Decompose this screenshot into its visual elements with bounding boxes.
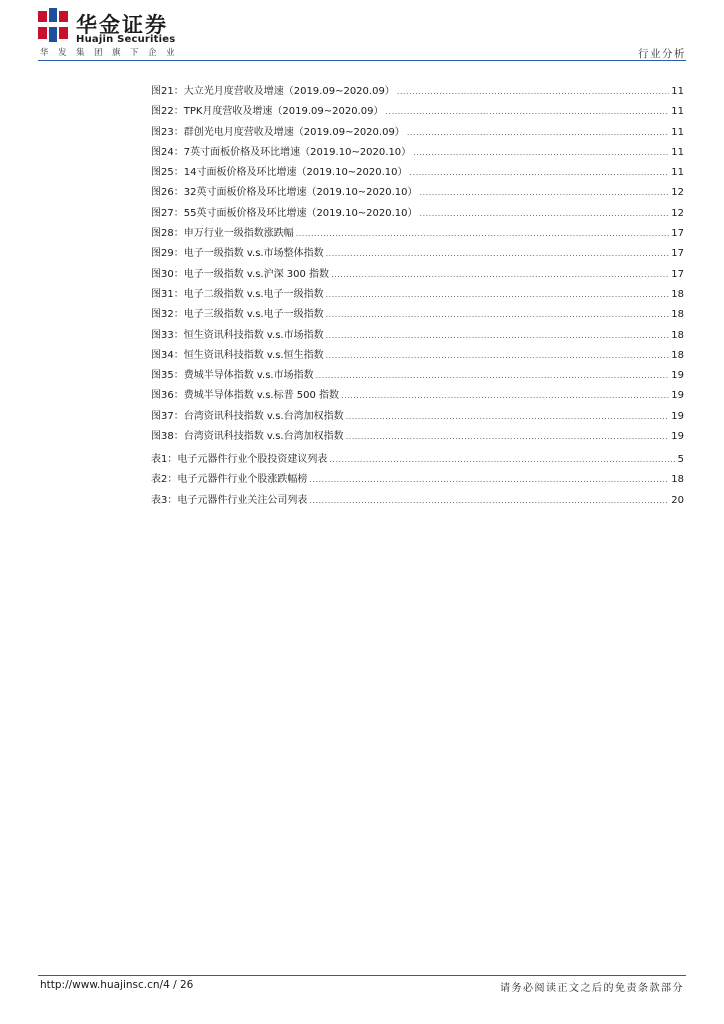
- dot-leader: [326, 351, 670, 360]
- toc-entry-label: 图23：群创光电月度营收及增速（2019.09~2020.09）: [151, 126, 405, 138]
- toc-entry-label: 图29：电子一级指数 v.s.市场整体指数: [151, 248, 324, 260]
- dot-leader: [326, 310, 670, 319]
- toc-page-number: 17: [671, 228, 684, 240]
- toc-page-number: 11: [671, 167, 684, 179]
- footer-divider: [38, 975, 686, 976]
- figure-toc-entry[interactable]: [151, 265, 684, 285]
- dot-leader: [413, 148, 669, 157]
- toc-entry-label: 图27：55英寸面板价格及环比增速（2019.10~2020.10）: [151, 207, 418, 219]
- figure-toc-entry[interactable]: [151, 285, 684, 305]
- dot-leader: [309, 475, 669, 484]
- table-toc-entry[interactable]: [151, 450, 684, 470]
- footer-disclaimer: 请务必阅读正文之后的免责条款部分: [500, 983, 684, 994]
- toc-entry-label: 图37：台湾资讯科技指数 v.s.台湾加权指数: [151, 410, 344, 422]
- footer-url-page[interactable]: http://www.huajinsc.cn/4 / 26: [40, 979, 194, 991]
- figure-toc-entry[interactable]: [151, 407, 684, 427]
- toc-entry-label: 图21：大立光月度营收及增速（2019.09~2020.09）: [151, 86, 395, 97]
- dot-leader: [331, 270, 669, 279]
- figure-toc-entry[interactable]: [151, 326, 684, 346]
- toc-page-number: 17: [671, 248, 684, 260]
- toc-entry-label: 图28：申万行业一级指数涨跌幅: [151, 228, 294, 240]
- dot-leader: [296, 229, 670, 238]
- dot-leader: [420, 188, 670, 197]
- figure-toc-entry[interactable]: [151, 366, 684, 386]
- page-header: [38, 8, 686, 60]
- figures-toc: [151, 82, 684, 447]
- toc-page-number: 11: [671, 146, 684, 158]
- toc-page-number: 19: [671, 370, 684, 382]
- toc-page-number: 12: [671, 207, 684, 219]
- toc-entry-label: 图38：台湾资讯科技指数 v.s.台湾加权指数: [151, 431, 344, 443]
- toc-entry-label: 表2：电子元器件行业个股涨跌幅榜: [151, 474, 308, 486]
- company-slogan: 华发集团旗下企业: [40, 48, 185, 58]
- figure-toc-entry[interactable]: [151, 163, 684, 183]
- toc-entry-label: 图32：电子三级指数 v.s.电子一级指数: [151, 309, 324, 321]
- tables-toc: [151, 450, 684, 511]
- figure-toc-entry[interactable]: [151, 305, 684, 325]
- toc-page-number: 5: [677, 454, 684, 465]
- toc-entry-label: 图22：TPK月度营收及增速（2019.09~2020.09）: [151, 106, 384, 118]
- toc-page-number: 18: [671, 349, 684, 361]
- toc-page-number: 19: [671, 390, 684, 402]
- figure-toc-entry[interactable]: [151, 244, 684, 264]
- dot-leader: [407, 128, 669, 137]
- toc-page-number: 18: [671, 309, 684, 321]
- toc-page-number: 12: [671, 187, 684, 199]
- toc-page-number: 11: [671, 86, 684, 97]
- dot-leader: [316, 371, 670, 380]
- dot-leader: [346, 412, 670, 421]
- toc-page-number: 11: [671, 126, 684, 138]
- dot-leader: [410, 168, 670, 177]
- toc-entry-label: 图24：7英寸面板价格及环比增速（2019.10~2020.10）: [151, 146, 412, 158]
- figure-toc-entry[interactable]: [151, 82, 684, 102]
- dot-leader: [329, 455, 675, 464]
- report-category: 行业分析: [638, 48, 686, 60]
- toc-page-number: 18: [671, 474, 684, 486]
- dot-leader: [341, 391, 669, 400]
- figure-toc-entry[interactable]: [151, 386, 684, 406]
- figure-toc-entry[interactable]: [151, 102, 684, 122]
- logo-chinese-name: 华金证券: [76, 13, 168, 37]
- toc-entry-label: 图35：费城半导体指数 v.s.市场指数: [151, 370, 314, 382]
- header-divider: [38, 60, 686, 61]
- logo-english-name: Huajin Securities: [76, 34, 176, 45]
- toc-entry-label: 图31：电子二级指数 v.s.电子一级指数: [151, 288, 324, 300]
- dot-leader: [397, 87, 669, 96]
- toc-page-number: 18: [671, 288, 684, 300]
- figure-toc-entry[interactable]: [151, 427, 684, 447]
- table-toc-entry[interactable]: [151, 491, 684, 511]
- dot-leader: [346, 432, 670, 441]
- huajin-logo-icon: [38, 8, 68, 42]
- figure-toc-entry[interactable]: [151, 224, 684, 244]
- toc-entry-label: 表3：电子元器件行业关注公司列表: [151, 494, 308, 506]
- dot-leader: [326, 331, 670, 340]
- dot-leader: [420, 209, 670, 218]
- figure-toc-entry[interactable]: [151, 204, 684, 224]
- dot-leader: [386, 107, 670, 116]
- figure-toc-entry[interactable]: [151, 346, 684, 366]
- figure-toc-entry[interactable]: [151, 183, 684, 203]
- figure-toc-entry[interactable]: [151, 143, 684, 163]
- toc-entry-label: 图36：费城半导体指数 v.s.标普 500 指数: [151, 390, 340, 402]
- table-toc-entry[interactable]: [151, 470, 684, 490]
- toc-entry-label: 图30：电子一级指数 v.s.沪深 300 指数: [151, 268, 330, 280]
- toc-page-number: 11: [671, 106, 684, 118]
- toc-entry-label: 图26：32英寸面板价格及环比增速（2019.10~2020.10）: [151, 187, 418, 199]
- toc-page-number: 19: [671, 410, 684, 422]
- dot-leader: [309, 496, 669, 505]
- toc-page-number: 17: [671, 268, 684, 280]
- dot-leader: [326, 249, 670, 258]
- toc-entry-label: 图34：恒生资讯科技指数 v.s.恒生指数: [151, 349, 324, 361]
- toc-page-number: 20: [671, 494, 684, 506]
- toc-page-number: 19: [671, 431, 684, 443]
- toc-page-number: 18: [671, 329, 684, 341]
- toc-entry-label: 表1：电子元器件行业个股投资建议列表: [151, 454, 328, 465]
- toc-entry-label: 图33：恒生资讯科技指数 v.s.市场指数: [151, 329, 324, 341]
- figure-toc-entry[interactable]: [151, 123, 684, 143]
- toc-entry-label: 图25：14寸面板价格及环比增速（2019.10~2020.10）: [151, 167, 408, 179]
- dot-leader: [326, 290, 670, 299]
